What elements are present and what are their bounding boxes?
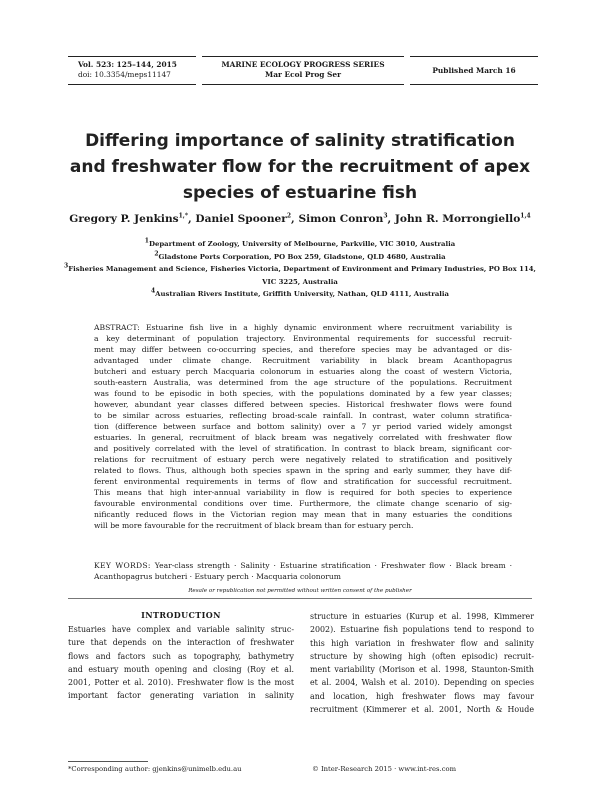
abstract-line: tion (difference between surface and bottom salinity) over a 7 yr period varied widely amongst [94, 422, 512, 431]
author-name: Gregory P. Jenkins [69, 213, 179, 225]
abstract-line: and positively correlated with the level of stratification. In contrast to black bream, significant cor- [94, 444, 512, 453]
affiliation [40, 263, 560, 276]
header-volume-box [68, 56, 196, 85]
corresponding-author-footnote: *Corresponding author: gjenkins@unimelb.edu.au [68, 765, 242, 773]
abstract-line: to be similar across estuaries, reflecting broad-scale rainfall. In contrast, water column stratifica- [94, 411, 512, 420]
abstract-line: butcheri and estuary perch Macquaria colonorum in estuaries along the coast of western Victoria, [94, 367, 512, 376]
affiliation-text: VIC 3225, Australia [262, 277, 338, 286]
author-separator: , [387, 213, 395, 225]
published-date: Published March 16 [432, 66, 516, 75]
abstract-line: ABSTRACT: Estuarine fish live in a highly dynamic environment where recruitment variability is [94, 323, 512, 332]
title-line: Differing importance of salinity stratification [85, 131, 515, 151]
title-line: and freshwater flow for the recruitment of apex [69, 157, 531, 177]
volume-info: Vol. 523: 125–144, 2015 [78, 60, 177, 69]
abstract-line: ferent environmental requirements in terms of flow and stratification for successful recruitment. [94, 477, 512, 486]
intro-line: 2001, Potter et al. 2010). Freshwater flow is the most [68, 678, 294, 688]
doi[interactable]: doi: 10.3354/meps11147 [78, 70, 171, 79]
author-separator: , [291, 213, 299, 225]
affiliation-number: 1 [144, 237, 149, 245]
intro-heading: INTRODUCTION [141, 610, 221, 620]
author-name: Daniel Spooner [195, 213, 287, 225]
header-journal-box [202, 56, 404, 85]
affiliation-text: Fisheries Management and Science, Fisheries Victoria, Department of Environment and Primary Industries, PO Box 114, [68, 265, 536, 274]
abstract-line: a key determinant of population trajectory. Environmental requirements for successful recruit- [94, 334, 512, 343]
intro-line: and location, high freshwater flows may favour [310, 691, 534, 701]
abstract-line: favourable environmental conditions over time. Furthermore, the climate change scenario of sig- [94, 499, 512, 508]
footnote-rule [68, 761, 148, 762]
abstract-line: south-eastern Australia, was determined from the age structure of the populations. Recruitment [94, 378, 512, 387]
affiliation-number: 2 [154, 250, 159, 258]
author-list [40, 213, 560, 225]
abstract-line: related to flows. Thus, although both species spawn in the spring and early summer, they have dif- [94, 466, 512, 475]
journal-header [68, 56, 538, 85]
author-affil-sup: 1,4 [520, 212, 531, 220]
resale-notice: Resale or republication not permitted without written consent of the publisher [68, 587, 532, 599]
abstract-line: nificantly reduced flows in the Victorian region may mean that in many estuaries the conditions [94, 510, 512, 519]
intro-line: important factor generating variation in salinity [68, 691, 294, 701]
abstract-line: ment may differ between co-occurring species, and therefore species may be advantaged or dis- [94, 345, 512, 354]
copyright-notice: © Inter-Research 2015 · www.int-res.com [312, 765, 457, 773]
affiliation [40, 288, 560, 301]
intro-left-column [68, 623, 294, 703]
intro-line: ment variability (Morison et al. 1998, Staunton-Smith [310, 665, 534, 675]
author-separator: , [188, 213, 196, 225]
author-affil-sup: 3 [383, 212, 388, 220]
intro-line: flows and factors such as topography, bathymetry [68, 651, 294, 661]
journal-abbrev: Mar Ecol Prog Ser [265, 70, 341, 79]
abstract [94, 322, 512, 531]
abstract-line: will be more favourable for the recruitment of black bream than for estuary perch. [94, 521, 414, 530]
header-published-box [410, 56, 538, 85]
intro-line: Estuaries have complex and variable salinity struc- [68, 625, 294, 634]
author-name: Simon Conron [298, 213, 384, 225]
affiliation-text: Gladstone Ports Corporation, PO Box 259, Gladstone, QLD 4680, Australia [158, 252, 446, 261]
abstract-line: This means that high inter-annual variability in flow is required for both species to experience [94, 488, 512, 497]
affiliation-number: 3 [64, 262, 69, 270]
author-affil-sup: 2 [286, 212, 292, 220]
title-line: species of estuarine fish [182, 183, 418, 203]
journal-name: MARINE ECOLOGY PROGRESS SERIES [221, 60, 385, 69]
abstract-line: relations for recruitment of estuary perch were negatively related to stratification and positively [94, 455, 512, 464]
affiliation [40, 276, 560, 289]
abstract-line: was found to be episodic in both species, with the populations dominated by a few year classes; [94, 389, 512, 398]
keywords-label: KEY WORDS: [94, 561, 151, 570]
affiliations [40, 238, 560, 301]
abstract-line: estuaries. In general, recruitment of black bream was negatively correlated with freshwater flow [94, 433, 512, 442]
intro-right-column [310, 610, 534, 716]
intro-line: this high variation in freshwater flow and salinity [310, 638, 534, 648]
intro-line: structure by showing high (often episodic) recruit- [310, 651, 534, 661]
paper-title [60, 128, 540, 206]
keywords [94, 560, 512, 582]
abstract-line: advantaged under climate change. Recruitment variability in black bream Acanthopagrus [94, 356, 512, 365]
intro-line: recruitment (Kimmerer et al. 2001, North & Houde [310, 705, 534, 715]
intro-line: 2002). Estuarine fish populations tend to respond to [310, 625, 534, 635]
affiliation [40, 238, 560, 251]
keywords-text: Year-class strength · Salinity · Estuarine stratification · Freshwater flow · Black bream · Acanthopagrus butcheri · Estuary perch · Macquaria colonorum [94, 561, 513, 581]
author-name: John R. Morrongiello [394, 213, 521, 225]
affiliation-text: Department of Zoology, University of Melbourne, Parkville, VIC 3010, Australia [148, 240, 456, 248]
affiliation-number: 4 [150, 288, 156, 296]
intro-line: and estuary mouth opening and closing (Roy et al. [68, 664, 294, 674]
author-affil-sup: 1,* [178, 212, 189, 220]
intro-line: et al. 2004, Walsh et al. 2010). Depending on species [310, 678, 534, 688]
abstract-line: however, abundant year classes differed between species. Historical freshwater flows were found [94, 400, 512, 409]
intro-line: structure in estuaries (Kurup et al. 1998, Kimmerer [310, 612, 534, 621]
affiliation [40, 251, 560, 264]
intro-line: ture that depends on the interaction of freshwater [68, 638, 294, 648]
affiliation-text: Australian Rivers Institute, Griffith University, Nathan, QLD 4111, Australia [155, 290, 450, 299]
